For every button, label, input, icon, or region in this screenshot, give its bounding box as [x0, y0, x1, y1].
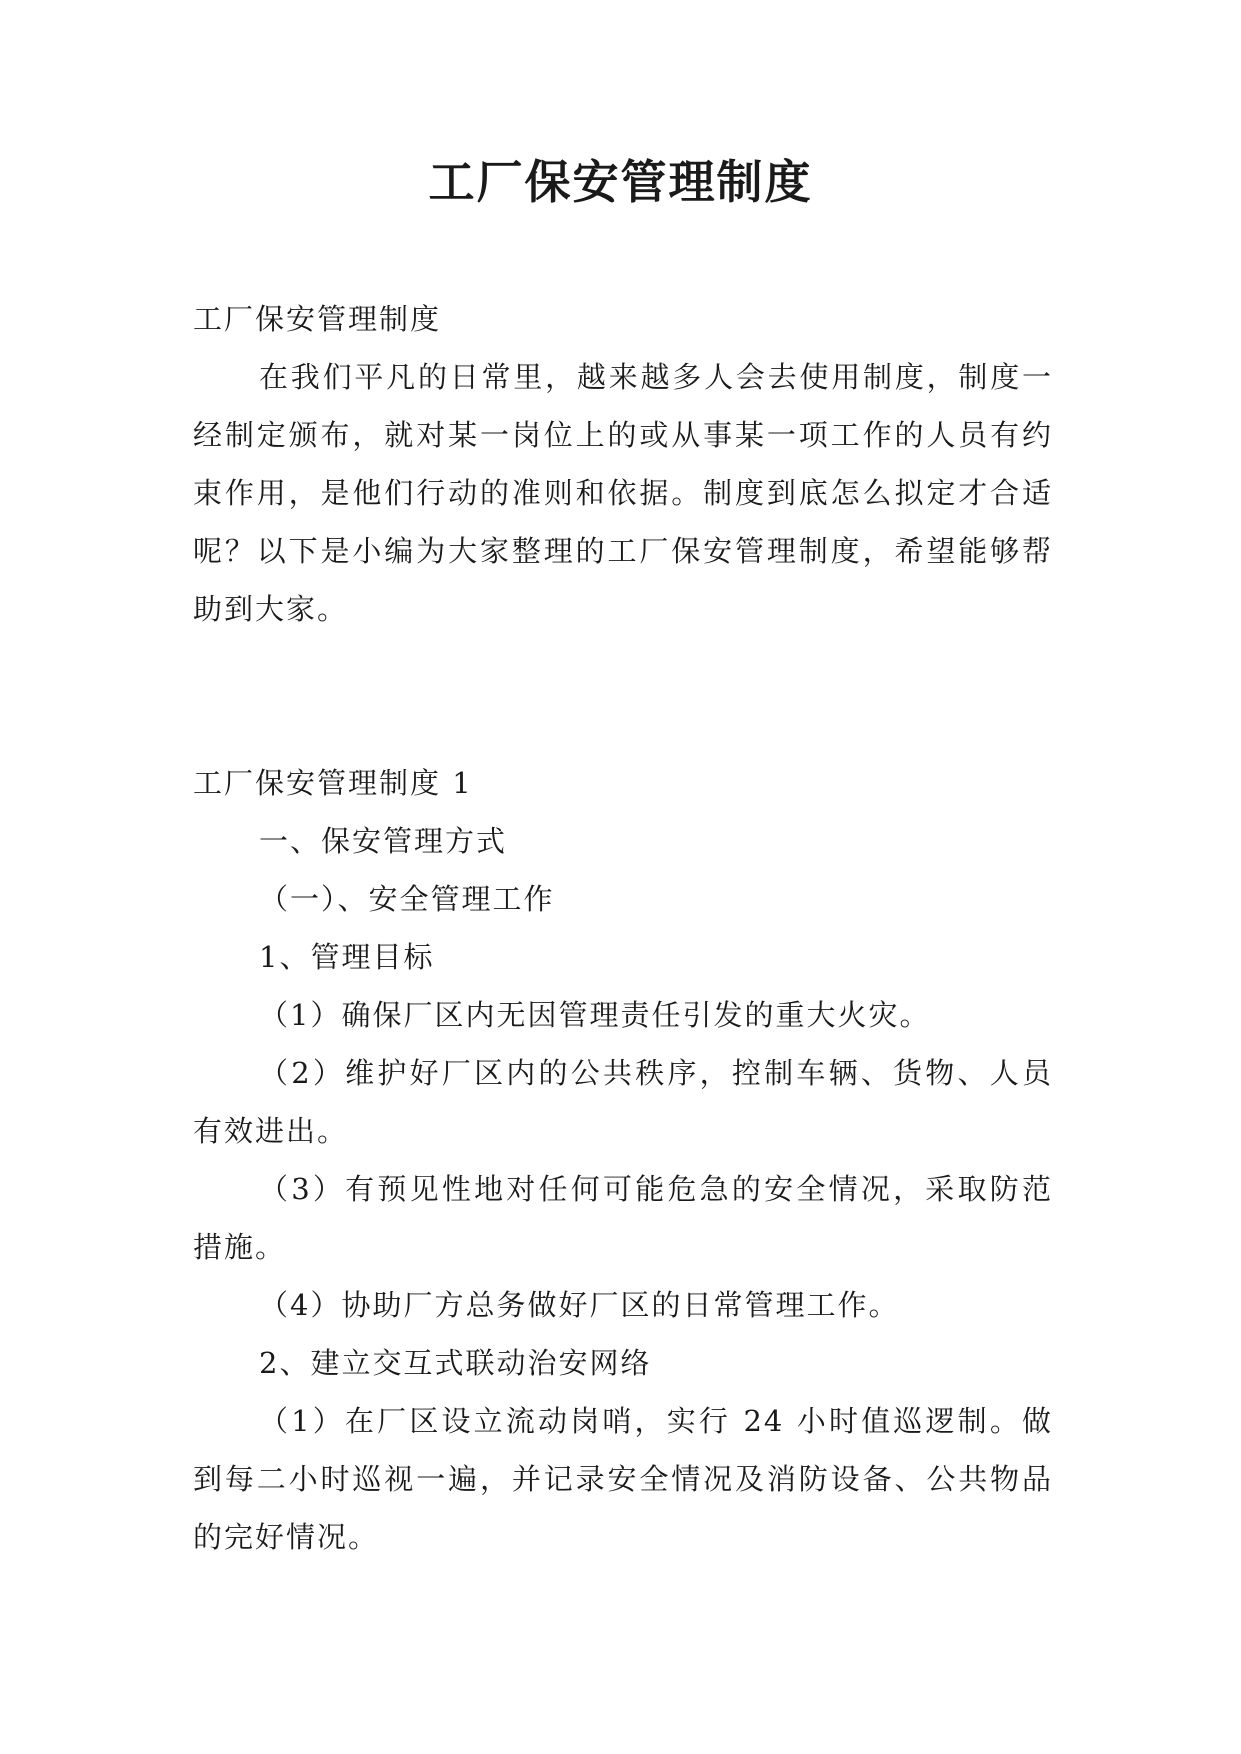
item-heading-management-goals: 1、管理目标	[259, 940, 435, 974]
document-body	[193, 290, 1053, 1566]
list-item: （1）确保厂区内无因管理责任引发的重大火灾。	[259, 998, 931, 1032]
document-title: 工厂保安管理制度	[428, 155, 813, 209]
item-heading-security-network: 2、建立交互式联动治安网络	[259, 1346, 652, 1380]
section-heading: 工厂保安管理制度 1	[193, 766, 473, 800]
document-subtitle: 工厂保安管理制度	[193, 302, 442, 336]
section-spacer	[193, 638, 1053, 754]
sub-heading: （一）、安全管理工作	[259, 882, 555, 916]
list-item: （1）在厂区设立流动岗哨，实行 24 小时值巡逻制。做到每二小时巡视一遍，并记录安全情况及消防设备、公共物品的完好情况。	[193, 1404, 1053, 1554]
list-item: （4）协助厂方总务做好厂区的日常管理工作。	[259, 1288, 900, 1322]
intro-paragraph: 在我们平凡的日常里，越来越多人会去使用制度，制度一经制定颁布，就对某一岗位上的或从事某一项工作的人员有约束作用，是他们行动的准则和依据。制度到底怎么拟定才合适呢？以下是小编为大家整理的工厂保安管理制度，希望能够帮助到大家。	[193, 360, 1053, 626]
part-heading: 一、保安管理方式	[259, 824, 508, 858]
list-item: （3）有预见性地对任何可能危急的安全情况，采取防范措施。	[193, 1172, 1053, 1264]
list-item: （2）维护好厂区内的公共秩序，控制车辆、货物、人员有效进出。	[193, 1056, 1053, 1148]
